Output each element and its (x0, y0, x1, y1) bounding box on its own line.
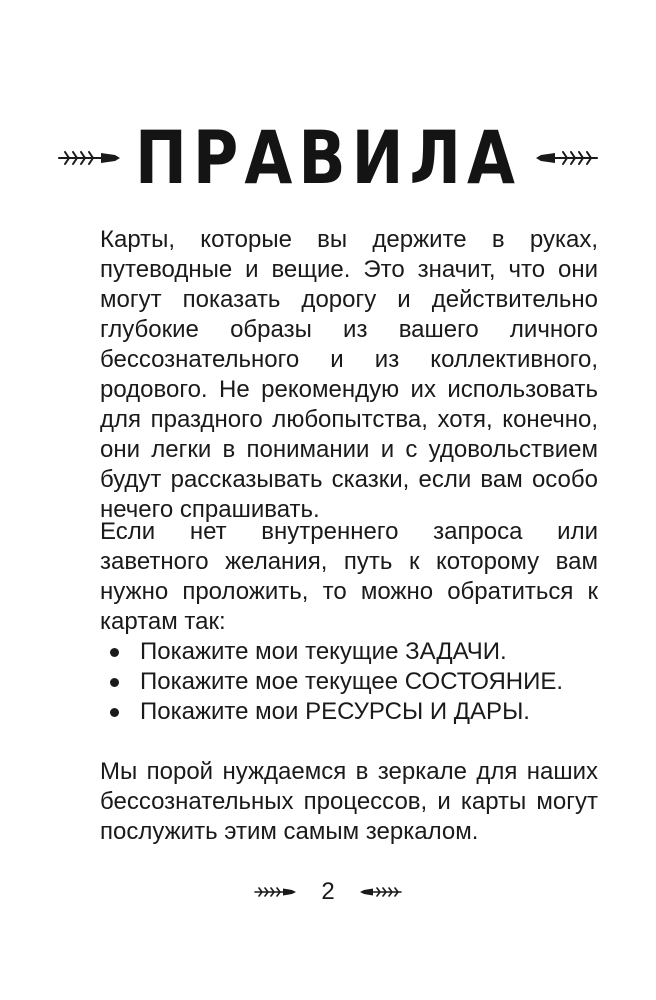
list-item-text: Покажите мои РЕСУРСЫ И ДАРЫ. (140, 698, 530, 725)
arrow-fletching-left-icon (253, 885, 297, 899)
title-row (0, 114, 656, 201)
bullet-icon (110, 648, 119, 657)
arrow-fletching-right-icon (359, 885, 403, 899)
page-footer (0, 874, 656, 910)
paragraph-mirror: Мы порой нуждаемся в зеркале для наших бессознательных процессов, и карты могут послужить этим самым зеркалом. (100, 758, 598, 845)
paragraph-intro: Карты, которые вы держите в руках, путеводные и вещие. Это значит, что они могут показать дорогу и действительно глубокие образы из вашего личного бессознательного и из коллективного, родового. Не рекомендую их использовать для праздного любопытства, хотя, конечно, они легки в понимании и с удовольствием будут рассказывать сказки, если вам особо нечего спрашивать. (100, 226, 598, 523)
arrow-fletching-right-icon (535, 148, 599, 168)
list-item-text: Покажите мое текущее СОСТОЯНИЕ. (140, 668, 564, 695)
questions-list (100, 637, 598, 727)
page-number: 2 (321, 878, 335, 905)
bullet-icon (110, 708, 119, 717)
list-item (100, 697, 598, 727)
list-item-text: Покажите мои текущие ЗАДАЧИ. (140, 638, 507, 665)
arrow-fletching-left-icon (57, 148, 121, 168)
list-item (100, 637, 598, 667)
bullet-icon (110, 678, 119, 687)
paragraph-request: Если нет внутреннего запроса или заветного желания, путь к которому вам нужно проложить, то можно обратиться к картам так: (100, 518, 598, 635)
list-item (100, 667, 598, 697)
page-title: ПРАВИЛА (135, 114, 521, 201)
